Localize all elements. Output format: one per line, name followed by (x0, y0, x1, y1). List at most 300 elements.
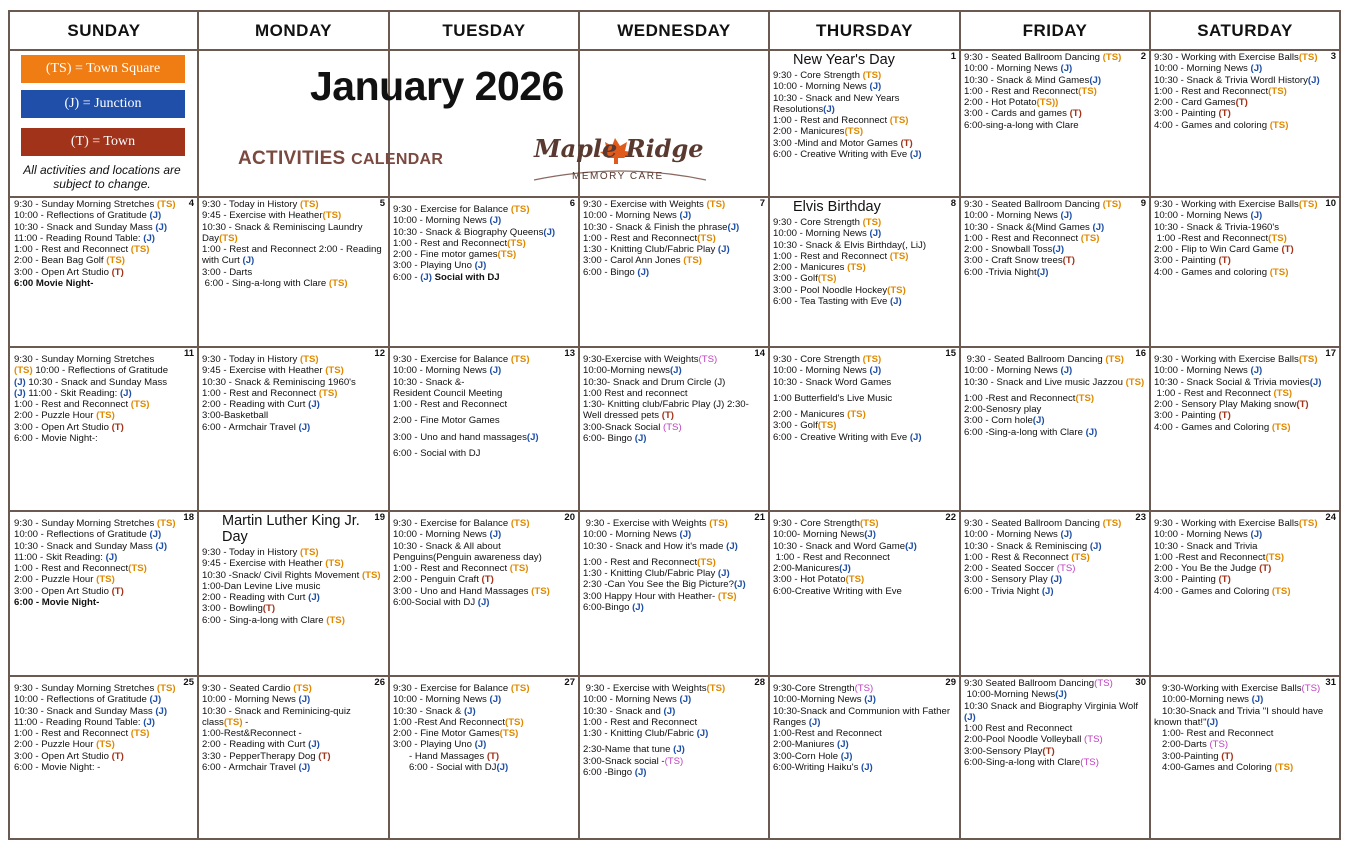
holiday-title: Martin Luther King Jr. Day (222, 513, 360, 545)
activity-line (583, 717, 765, 728)
location-town-square: (TS) (697, 556, 716, 568)
activity-text: 1:00 - Rest and Reconnect (583, 232, 698, 244)
activity-line (393, 694, 575, 705)
activity-text: 1:00 - Rest and Reconnect (14, 728, 131, 740)
location-junction: (J) (149, 529, 162, 541)
location-town-square: (TS) (1056, 563, 1076, 575)
location-junction: (J) (869, 81, 882, 93)
activity-line (583, 422, 765, 433)
location-junction: (J) (143, 716, 155, 728)
activity-text: 9:30 - Today in History (202, 199, 300, 210)
activity-line (773, 706, 956, 729)
location-junction: (J) (964, 711, 976, 723)
activity-text: 10:30 - Snack and Sunday Mass (14, 221, 156, 233)
day-cell-2 (960, 50, 1150, 197)
activity-line (583, 541, 765, 552)
activity-text: 9:30 - Working with Exercise Balls (1154, 52, 1299, 63)
activity-line (202, 570, 385, 581)
activity-text: 2:00 - Penguin Craft (393, 574, 482, 586)
location-junction: (J) (1206, 716, 1219, 728)
location-town-square: (TS) (299, 199, 319, 210)
activity-line (14, 694, 194, 705)
activity-text: 10:00 - Morning News (1154, 529, 1251, 541)
activity-text: Social with DJ (431, 271, 500, 283)
location-junction: (J) (889, 296, 902, 308)
activity-text: 2:00 - You Be the Judge (1154, 563, 1260, 575)
activity-text: 3:00-Basketball (202, 410, 269, 422)
legend-junction: (J) = Junction (21, 90, 185, 118)
location-town: (T) (111, 421, 124, 433)
activity-text: 9:30 - Seated Cardio (202, 683, 294, 694)
location-town-square: (TS) (663, 421, 682, 433)
activity-line (202, 210, 385, 221)
activity-line (1154, 422, 1336, 433)
activity-text: 10:30 - Snack and (583, 705, 664, 717)
activity-text: 4:00-Games and Coloring (1154, 762, 1275, 774)
day-cell-15 (769, 347, 960, 511)
location-junction: (J) (1307, 74, 1320, 86)
activity-line (1154, 354, 1336, 365)
logo-brand-text: Maple Ridge (534, 134, 704, 163)
activity-line (773, 552, 956, 563)
activity-line (1154, 739, 1336, 750)
activity-line (202, 683, 385, 694)
activity-line (964, 108, 1146, 119)
activity-text: 3:00 - Uno and hand massages (393, 431, 527, 443)
activity-text: 3:00-Corn Hole (773, 750, 841, 762)
activity-line (393, 365, 575, 376)
activity-line (964, 427, 1146, 438)
activity-text: 10:00 - Morning News (773, 228, 870, 240)
activity-line (14, 762, 194, 773)
location-town-square: (TS) (697, 232, 716, 244)
location-town-square: (TS) (128, 563, 147, 575)
activity-line (14, 706, 194, 717)
activity-text: 6:00 - Sing-a-long with Clare (202, 614, 327, 626)
location-junction: (J) (155, 705, 168, 717)
activity-text: 6:00 - Movie Night-: (14, 433, 98, 445)
activity-text: 2:00 - Snowball Toss (964, 244, 1053, 256)
activity-line (1154, 683, 1336, 694)
activity-line (583, 222, 765, 233)
activity-line (393, 728, 575, 739)
activity-text: 3:00 - Carol Ann Jones (583, 255, 684, 267)
day-number: 4 (188, 198, 194, 209)
activity-line (1154, 410, 1336, 421)
activity-text: 6:00 -Bingo (583, 767, 635, 779)
activity-text: 4:00 - Games and coloring (1154, 119, 1270, 131)
day-number: 1 (950, 51, 956, 62)
activity-line (1154, 210, 1336, 221)
activity-line (964, 415, 1146, 426)
location-junction: (J) (242, 255, 255, 267)
activity-line (964, 233, 1146, 244)
activity-text: 3:00 - Playing Uno (393, 260, 475, 272)
activity-line (14, 717, 194, 728)
activity-line (393, 563, 575, 574)
activity-line (964, 746, 1146, 757)
day-number: 30 (1135, 677, 1146, 688)
activity-line (1154, 706, 1336, 729)
location-junction: (J) (308, 592, 320, 604)
location-town-square: (TS) (219, 232, 238, 244)
activity-line (773, 683, 956, 694)
activity-text: 3:00 - Sensory Play (964, 574, 1051, 586)
activity-line (583, 377, 765, 388)
activity-text: 10:00-Morning news (583, 365, 670, 377)
activity-text: 9:30-Core Strength (773, 683, 855, 694)
location-town: (T) (900, 137, 913, 149)
activity-text: 3:00 - Painting (1154, 410, 1219, 422)
activity-line (1154, 52, 1336, 63)
day-cell-6 (389, 197, 579, 347)
activity-line (964, 63, 1146, 74)
activity-line (202, 547, 385, 558)
activity-line (964, 210, 1146, 221)
activity-line (964, 86, 1146, 97)
location-town: (T) (1062, 255, 1075, 267)
location-junction: (J) (632, 602, 644, 614)
activity-line (1154, 574, 1336, 585)
activity-line (773, 70, 956, 81)
activity-line (964, 393, 1146, 404)
activity-line (964, 199, 1146, 210)
activity-text: 3:30 - PepperTherapy Dog (202, 750, 319, 762)
activity-line (14, 210, 194, 221)
location-town-square: (TS) (844, 126, 864, 138)
activity-line (773, 138, 956, 149)
location-town-square: (TS) (130, 399, 150, 411)
activity-line (583, 399, 765, 422)
day-cell-24 (1150, 511, 1340, 676)
day-cell-28 (579, 676, 769, 840)
activity-line (14, 222, 194, 233)
activity-line (964, 52, 1146, 63)
activity-text: 10:00 - Morning News (964, 63, 1061, 75)
location-town-square: (TS) (1273, 387, 1293, 399)
location-town-square: (TS) (845, 574, 865, 586)
location-town-square: (TS) (223, 716, 243, 728)
location-town-square: (TS) (328, 278, 348, 290)
activity-text: 10:30 - Snack and Word Game (773, 540, 906, 552)
page-title: January 2026 (310, 63, 564, 109)
day-cell-26 (198, 676, 389, 840)
activity-line (393, 574, 575, 585)
location-junction: (J) (489, 365, 502, 377)
activity-line (393, 597, 575, 608)
location-town-square: (TS) (1084, 734, 1103, 746)
activity-text: 3:00 - Cards and games (964, 108, 1070, 120)
activity-line (773, 296, 956, 307)
location-junction: (J) (1089, 540, 1102, 552)
activity-text: 6:00 - Armchair Travel (202, 421, 299, 433)
activity-text: 1:00 - Rest and Reconnect (583, 716, 698, 728)
location-junction: (J) (543, 226, 556, 238)
activity-text: 2:00 - Bean Bag Golf (14, 255, 107, 267)
activity-line (393, 518, 575, 529)
location-town-square: (TS) (96, 410, 115, 422)
day-cell-8 (769, 197, 960, 347)
activity-line (583, 433, 765, 444)
day-number: 13 (564, 348, 575, 359)
activity-line (773, 739, 956, 750)
location-town-square: (TS) (854, 683, 874, 694)
activity-text: 6:00 -Sing-a-long with Clare (964, 426, 1086, 438)
activity-line (773, 529, 956, 540)
activity-text: 4:00 - Games and Coloring (1154, 421, 1272, 433)
activity-text: 6:00- Bingo (583, 433, 635, 445)
day-number: 11 (183, 348, 194, 359)
location-town: (T) (111, 750, 124, 762)
location-town-square: (TS) (1269, 266, 1289, 278)
activity-text: 10:00-Morning News (773, 694, 865, 706)
activity-line (14, 388, 194, 399)
activity-line (393, 249, 575, 260)
location-junction: (J) (717, 244, 730, 256)
activity-text: 10:30-Snack and Communion with Father Ranges (773, 705, 953, 728)
activity-text: 10:00- Morning News (773, 529, 865, 541)
weekday-monday: MONDAY (255, 21, 332, 40)
location-junction: (J) (1060, 365, 1073, 377)
day-number: 5 (379, 198, 385, 209)
activity-line (1154, 199, 1336, 210)
activity-text: 10:00-Morning news (1154, 694, 1252, 706)
activity-text: 3:00 - Painting (1154, 574, 1219, 586)
day-cell-22 (769, 511, 960, 676)
activity-text: 10:30 -Snack/ Civil Rights Movement (202, 569, 362, 581)
activity-line (14, 422, 194, 433)
activity-text: 6:00 -Trivia Night (964, 266, 1037, 278)
activity-text: 1:00 - Rest and Reconnect (202, 387, 319, 399)
activity-text: 10:30 - Snack & Trivia-1960's (1154, 221, 1280, 233)
location-town-square: (TS) (1102, 52, 1122, 63)
location-town-square: (TS) (299, 354, 319, 365)
activity-text: 10:30 - Snack and Sunday Mass (14, 540, 156, 552)
activity-line (773, 377, 956, 388)
day-number: 3 (1330, 51, 1336, 62)
activity-line (1154, 377, 1336, 388)
activity-line (583, 706, 765, 717)
activity-text: 3:00 - Pool Noodle Hockey (773, 284, 888, 296)
activity-line (964, 120, 1146, 131)
day-number: 20 (564, 512, 575, 523)
location-junction: (J) (119, 387, 132, 399)
activity-text: 2:00 - Reading with Curt (202, 592, 309, 604)
activity-text: 1:00 Butterfield's Live Music (773, 392, 893, 404)
activity-line (393, 432, 575, 443)
location-town: (T) (1259, 563, 1272, 575)
activity-text: 9:30 - Core Strength (773, 518, 860, 529)
activity-line (1154, 399, 1336, 410)
activity-line (1154, 728, 1336, 739)
activity-text: 2:30-Name that tune (583, 744, 674, 756)
activity-line (964, 222, 1146, 233)
activity-text: 10:00 - Morning News (773, 365, 870, 377)
activity-text: 6:00 - Creative Writing with Eve (773, 431, 910, 443)
location-junction: (J) (149, 694, 162, 706)
activity-text: 10:30 - Snack & All about Penguins(Penguin awareness day) (393, 540, 542, 563)
activity-text: 6:00-Creative Writing with Eve (773, 585, 902, 597)
activity-line (202, 365, 385, 376)
activity-text: 10:00 - Morning News (393, 694, 490, 706)
activity-text: 3:00 - Open Art Studio (14, 585, 112, 597)
activity-line (964, 377, 1146, 388)
activity-text: 3:00 - Golf (773, 420, 818, 432)
activity-text: 10:00 - Morning News (773, 81, 870, 93)
activity-text: 6:00-sing-a-long with Clare (964, 119, 1079, 131)
activity-text: 6:00-Writing Haiku's (773, 762, 862, 774)
activity-text: 6:00 - Tea Tasting with Eve (773, 296, 890, 308)
activity-line (583, 518, 765, 529)
location-town: (T) (1296, 399, 1309, 411)
activity-line (14, 574, 194, 585)
weekday-tuesday: TUESDAY (442, 21, 526, 40)
activity-line (964, 701, 1146, 724)
day-number: 9 (1140, 198, 1146, 209)
activity-line (393, 448, 575, 459)
location-junction: (J) (679, 694, 692, 706)
activity-line (14, 410, 194, 421)
activity-text: 1:00- Rest and Reconnect (1154, 728, 1274, 740)
location-town: (T) (1221, 750, 1234, 762)
location-town-square: (TS) (889, 115, 909, 127)
activity-line (393, 272, 575, 283)
activity-text: 2:00 - Fine Motor Games (393, 415, 500, 427)
activity-text: - Hand Massages (393, 750, 487, 762)
activity-text: 3:00 - Open Art Studio (14, 750, 112, 762)
activity-line (773, 228, 956, 239)
location-town-square: (TS) (325, 365, 344, 377)
location-town-square: (TS) (887, 284, 906, 296)
maple-ridge-logo (530, 132, 710, 187)
activity-text: 2:00 - Manicures (773, 262, 848, 274)
weekday-saturday: SATURDAY (1197, 21, 1293, 40)
activity-text: 2:00 - Seated Soccer (964, 563, 1057, 575)
activity-line (1154, 586, 1336, 597)
activity-line (1154, 63, 1336, 74)
activity-text: 10:00 - Reflections of Gratitude (14, 694, 150, 706)
activity-line (583, 255, 765, 266)
activity-text: 2:00 - Puzzle Hour (14, 410, 97, 422)
activity-line (14, 683, 194, 694)
location-junction: (J) (474, 260, 487, 272)
activity-line (1154, 541, 1336, 552)
location-town-square: (TS) (505, 716, 524, 728)
activity-line (1154, 75, 1336, 86)
activity-text: 10:30 Snack and Biography Virginia Wolf (964, 700, 1141, 712)
activity-text: 3:00 - Darts (202, 266, 253, 278)
activity-line (964, 267, 1146, 278)
day-number: 28 (754, 677, 765, 688)
location-junction: (J) (669, 365, 682, 377)
activity-text: 3:00 - Painting (1154, 255, 1219, 267)
activity-line (964, 734, 1146, 745)
location-town-square: (TS) (531, 585, 550, 597)
location-town-square: (TS) (14, 365, 33, 377)
location-junction: (J) (420, 271, 432, 283)
activity-line (202, 388, 385, 399)
location-town-square: (TS) (706, 683, 726, 694)
activity-text: 10:00 - Reflections of Gratitude (14, 210, 150, 222)
location-town-square: (TS) (1080, 232, 1100, 244)
location-town-square: (TS) (817, 420, 837, 432)
activity-line (1154, 222, 1336, 233)
location-junction: (J) (679, 529, 692, 541)
activity-text: 10:00 - Reflections of Gratitude (32, 365, 171, 377)
holiday-title: New Year's Day (793, 52, 895, 68)
activity-text: 9:30 - Sunday Morning Stretches (14, 683, 157, 694)
activity-text: 10:30 - Snack & (393, 705, 464, 717)
activity-text: Resident Council Meeting (393, 387, 503, 399)
location-town-square: (TS) (1102, 518, 1122, 529)
location-junction: (J) (808, 716, 821, 728)
activity-line (14, 399, 194, 410)
activity-line (773, 420, 956, 431)
location-junction: (J) (1085, 426, 1098, 438)
location-town-square: (TS) (1265, 551, 1285, 563)
day-number: 27 (564, 677, 575, 688)
location-town-square: (TS) (1209, 739, 1229, 751)
activity-line (773, 432, 956, 443)
activity-line (14, 377, 194, 388)
activity-text: 2:00-Darts (1154, 739, 1210, 751)
activity-line (202, 222, 385, 245)
location-junction: (J) (864, 694, 876, 706)
activity-text: 3:00-Painting (1154, 750, 1222, 762)
activity-line (773, 149, 956, 160)
location-town-square: (TS) (706, 199, 726, 210)
location-town-square: (TS) (130, 728, 150, 740)
location-junction: (J) (634, 767, 647, 779)
location-junction: (J) (869, 228, 882, 240)
activity-text: 1:00 -Rest and Reconnect (1154, 232, 1269, 244)
day-number: 14 (754, 348, 765, 359)
activity-line (202, 728, 385, 739)
activity-text: 9:30 - Exercise for Balance (393, 354, 511, 365)
activity-line (202, 739, 385, 750)
activity-text: 9:30 - Seated Ballroom Dancing (964, 52, 1103, 63)
activity-text: 10:30 - Snack & Reminiscing (964, 540, 1090, 552)
location-town-square: (TS) (96, 574, 115, 586)
activity-text: 10:00 - Morning News (393, 215, 490, 227)
location-town-square: (TS) (1301, 683, 1321, 694)
location-town: (T) (111, 266, 124, 278)
activity-text: 10:30 - Snack & Trivia Wordl History (1154, 74, 1308, 86)
location-junction: (J) (837, 739, 849, 751)
activity-line (583, 557, 765, 568)
activity-line (773, 751, 956, 762)
location-town-square: (TS) (510, 204, 530, 215)
activity-line (964, 552, 1146, 563)
location-junction: (J) (1251, 694, 1264, 706)
activity-text: 3:00 Happy Hour with Heather- (583, 590, 718, 602)
activity-text: 6:00-Bingo (583, 602, 633, 614)
activity-line (583, 267, 765, 278)
activity-text: 6:00 - Social with DJ (393, 762, 497, 774)
activity-text: 9:30 - Exercise for Balance (393, 518, 511, 529)
day-number: 16 (1135, 348, 1146, 359)
day-cell-12 (198, 347, 389, 511)
activity-line (1154, 365, 1336, 376)
activity-line (583, 210, 765, 221)
location-junction: (J) (861, 762, 873, 774)
activity-text: 6:00 - Movie Night: - (14, 762, 101, 774)
day-cell-31 (1150, 676, 1340, 840)
day-number: 26 (374, 677, 385, 688)
location-town-square: (TS) (862, 354, 882, 365)
activity-line (1154, 255, 1336, 266)
activity-text: 1:00 - Rest and Reconnect (14, 399, 131, 411)
